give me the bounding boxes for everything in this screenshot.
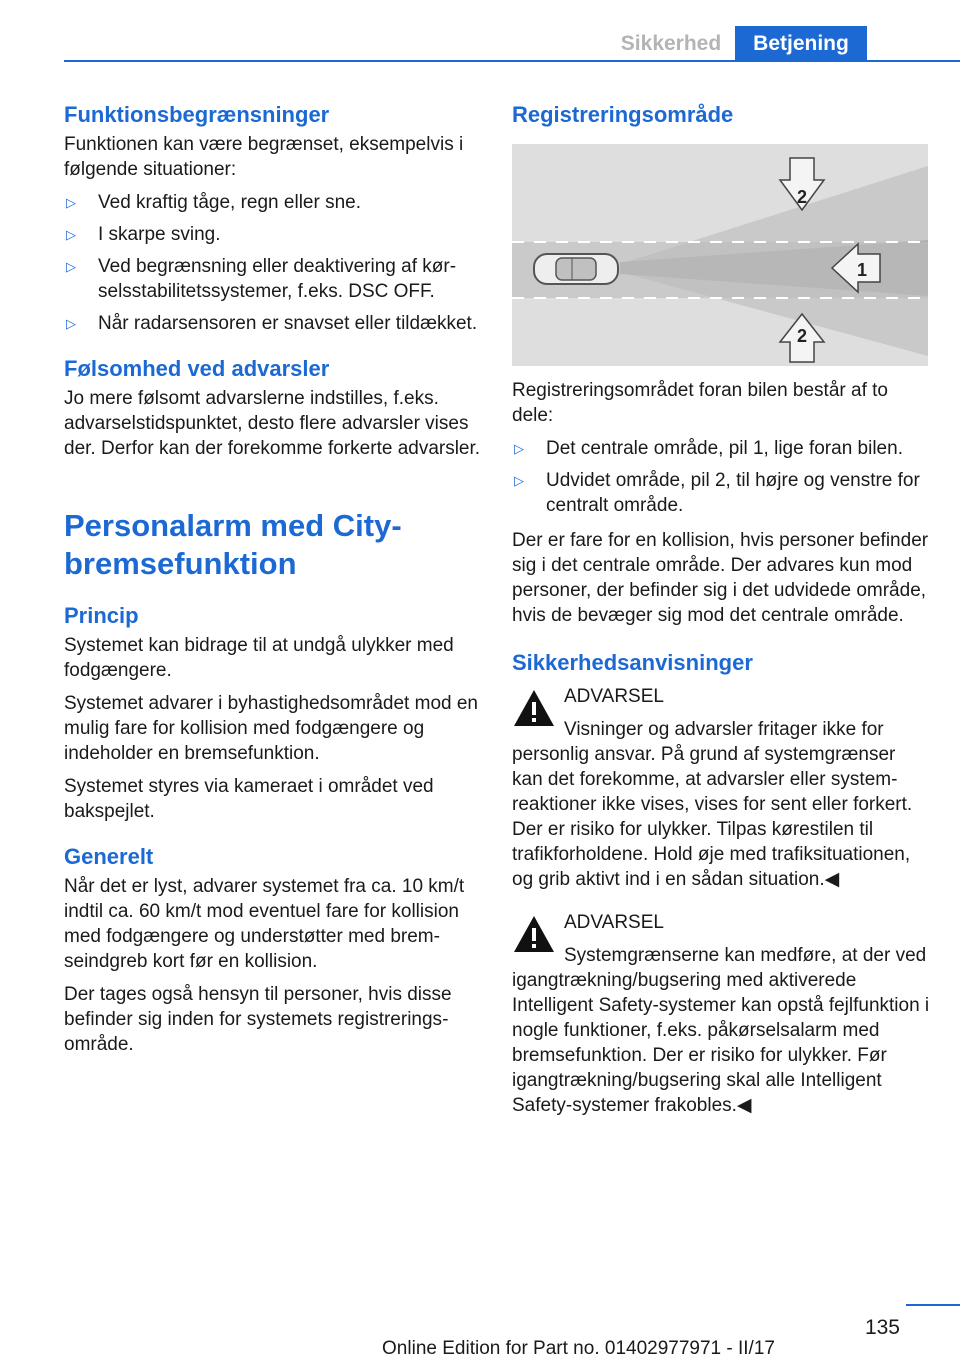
detection-area-diagram [512,144,928,366]
bullet-triangle-icon: ▷ [66,316,76,331]
list-item-text: Det centrale område, pil 1, lige foran bilen. [546,438,903,459]
right-column [512,100,930,1136]
paragraph-princip-2: Systemet advarer i byhastighedsområdet mod en mulig fare for kollision med fodgængere og indeholder en bremsefunktion. [64,693,478,764]
list-item [64,311,482,336]
paragraph-princip-3: Systemet styres via kameraet i området ved bakspejlet. [64,776,434,822]
paragraph-collision-risk: Der er fare for en kollision, hvis personer befinder sig i det centrale område. Der advares kun mod personer, der befinder sig i det udvidede område, hvis de bevæger sig mod det centrale område. [512,530,929,626]
warning-block-1 [512,684,930,892]
paragraph-sensitivity: Jo mere følsomt advarslerne indstilles, f.eks. advarselstidspunktet, desto flere advarsler vises der. Derfor kan der forekomme forkerte advarsler. [64,388,481,459]
heading-detection-area: Registreringsområde [512,102,734,127]
heading-generelt: Generelt [64,844,154,869]
paragraph-generelt-2: Der tages også hensyn til personer, hvis disse befinder sig inden for systemets registreringsområde. [64,984,452,1055]
heading-limitations: Funktionsbegrænsninger [64,102,330,127]
list-item-text: Ved kraftig tåge, regn eller sne. [98,192,361,213]
tab-betjening[interactable]: Betjening [735,26,867,62]
svg-text:1: 1 [856,260,868,280]
tab-sikkerhed[interactable]: Sikkerhed [607,28,735,60]
bullet-triangle-icon: ▷ [514,473,524,488]
list-item [64,254,482,304]
warning-title: ADVARSEL [564,686,664,707]
edition-text: Online Edition for Part no. 01402977971 - II/17 [382,1338,775,1359]
car-icon [534,254,618,284]
bullet-triangle-icon: ▷ [66,195,76,210]
paragraph-princip-1: Systemet kan bidrage til at undgå ulykker med fodgængere. [64,635,454,681]
warning-title: ADVARSEL [564,912,664,933]
footer-rule [906,1304,960,1306]
limitations-list [64,190,482,336]
warning-triangle-icon [512,914,556,954]
section-title: Personalarm med City-bremsefunktion [64,508,402,581]
warning-block-2 [512,910,930,1118]
list-item-text: I skarpe sving. [98,224,221,245]
list-item [64,190,482,215]
svg-text:2: 2 [796,326,808,346]
left-column [64,100,482,1065]
paragraph-detection-area: Registreringsområdet foran bilen består af to dele: [512,380,888,426]
heading-sensitivity: Følsomhed ved advarsler [64,356,330,381]
list-item [512,436,930,461]
warning-triangle-icon [512,688,556,728]
warning-text: Visninger og advarsler fritager ikke for personlig ansvar. På grund af systemgrænser kan det forekomme, at advarsler eller systemreaktioner ikke vises, vises for sent eller forkert. Der er risiko for ulykker. Tilpas kørestilen til trafikforholdene. Hold øje med trafiksituationen, og grib aktivt ind i en sådan situation.◀ [512,719,913,890]
heading-princip: Princip [64,603,139,628]
warning-text: Systemgrænserne kan medføre, at der ved igangtrækning/bugsering med aktiverede Intelligent Safety-systemer kan opstå fejlfunktion i nogle funktioner, f.eks. påkørselsalarm med bremsefunktion. Der er risiko for ulykker. Før igangtrækning/bugsering skal alle Intelligent Safety-systemer frakobles.◀ [512,945,930,1116]
header-rule [64,60,960,62]
svg-text:2: 2 [796,187,808,207]
list-item [64,222,482,247]
bullet-triangle-icon: ▷ [66,259,76,274]
paragraph-generelt-1: Når det er lyst, advarer systemet fra ca. 10 km/t indtil ca. 60 km/t mod eventuel fare for kollision med fodgængere og understøtter med bremseindgreb kort før en kollision. [64,876,465,972]
heading-safety: Sikkerhedsanvisninger [512,650,753,675]
list-item-text: Når radarsensoren er snavset eller tildækket. [98,313,478,334]
detection-area-list [512,436,930,518]
list-item-text: Ved begrænsning eller deaktivering af kørselsstabilitetssystemer, f.eks. DSC OFF. [98,256,457,302]
edition-footer [0,1338,960,1360]
list-item [512,468,930,518]
bullet-triangle-icon: ▷ [514,441,524,456]
bullet-triangle-icon: ▷ [66,227,76,242]
paragraph-limitations: Funktionen kan være begrænset, eksempelvis i følgende situationer: [64,134,464,180]
list-item-text: Udvidet område, pil 2, til højre og venstre for centralt område. [546,470,920,516]
page-number: 135 [864,1316,900,1339]
